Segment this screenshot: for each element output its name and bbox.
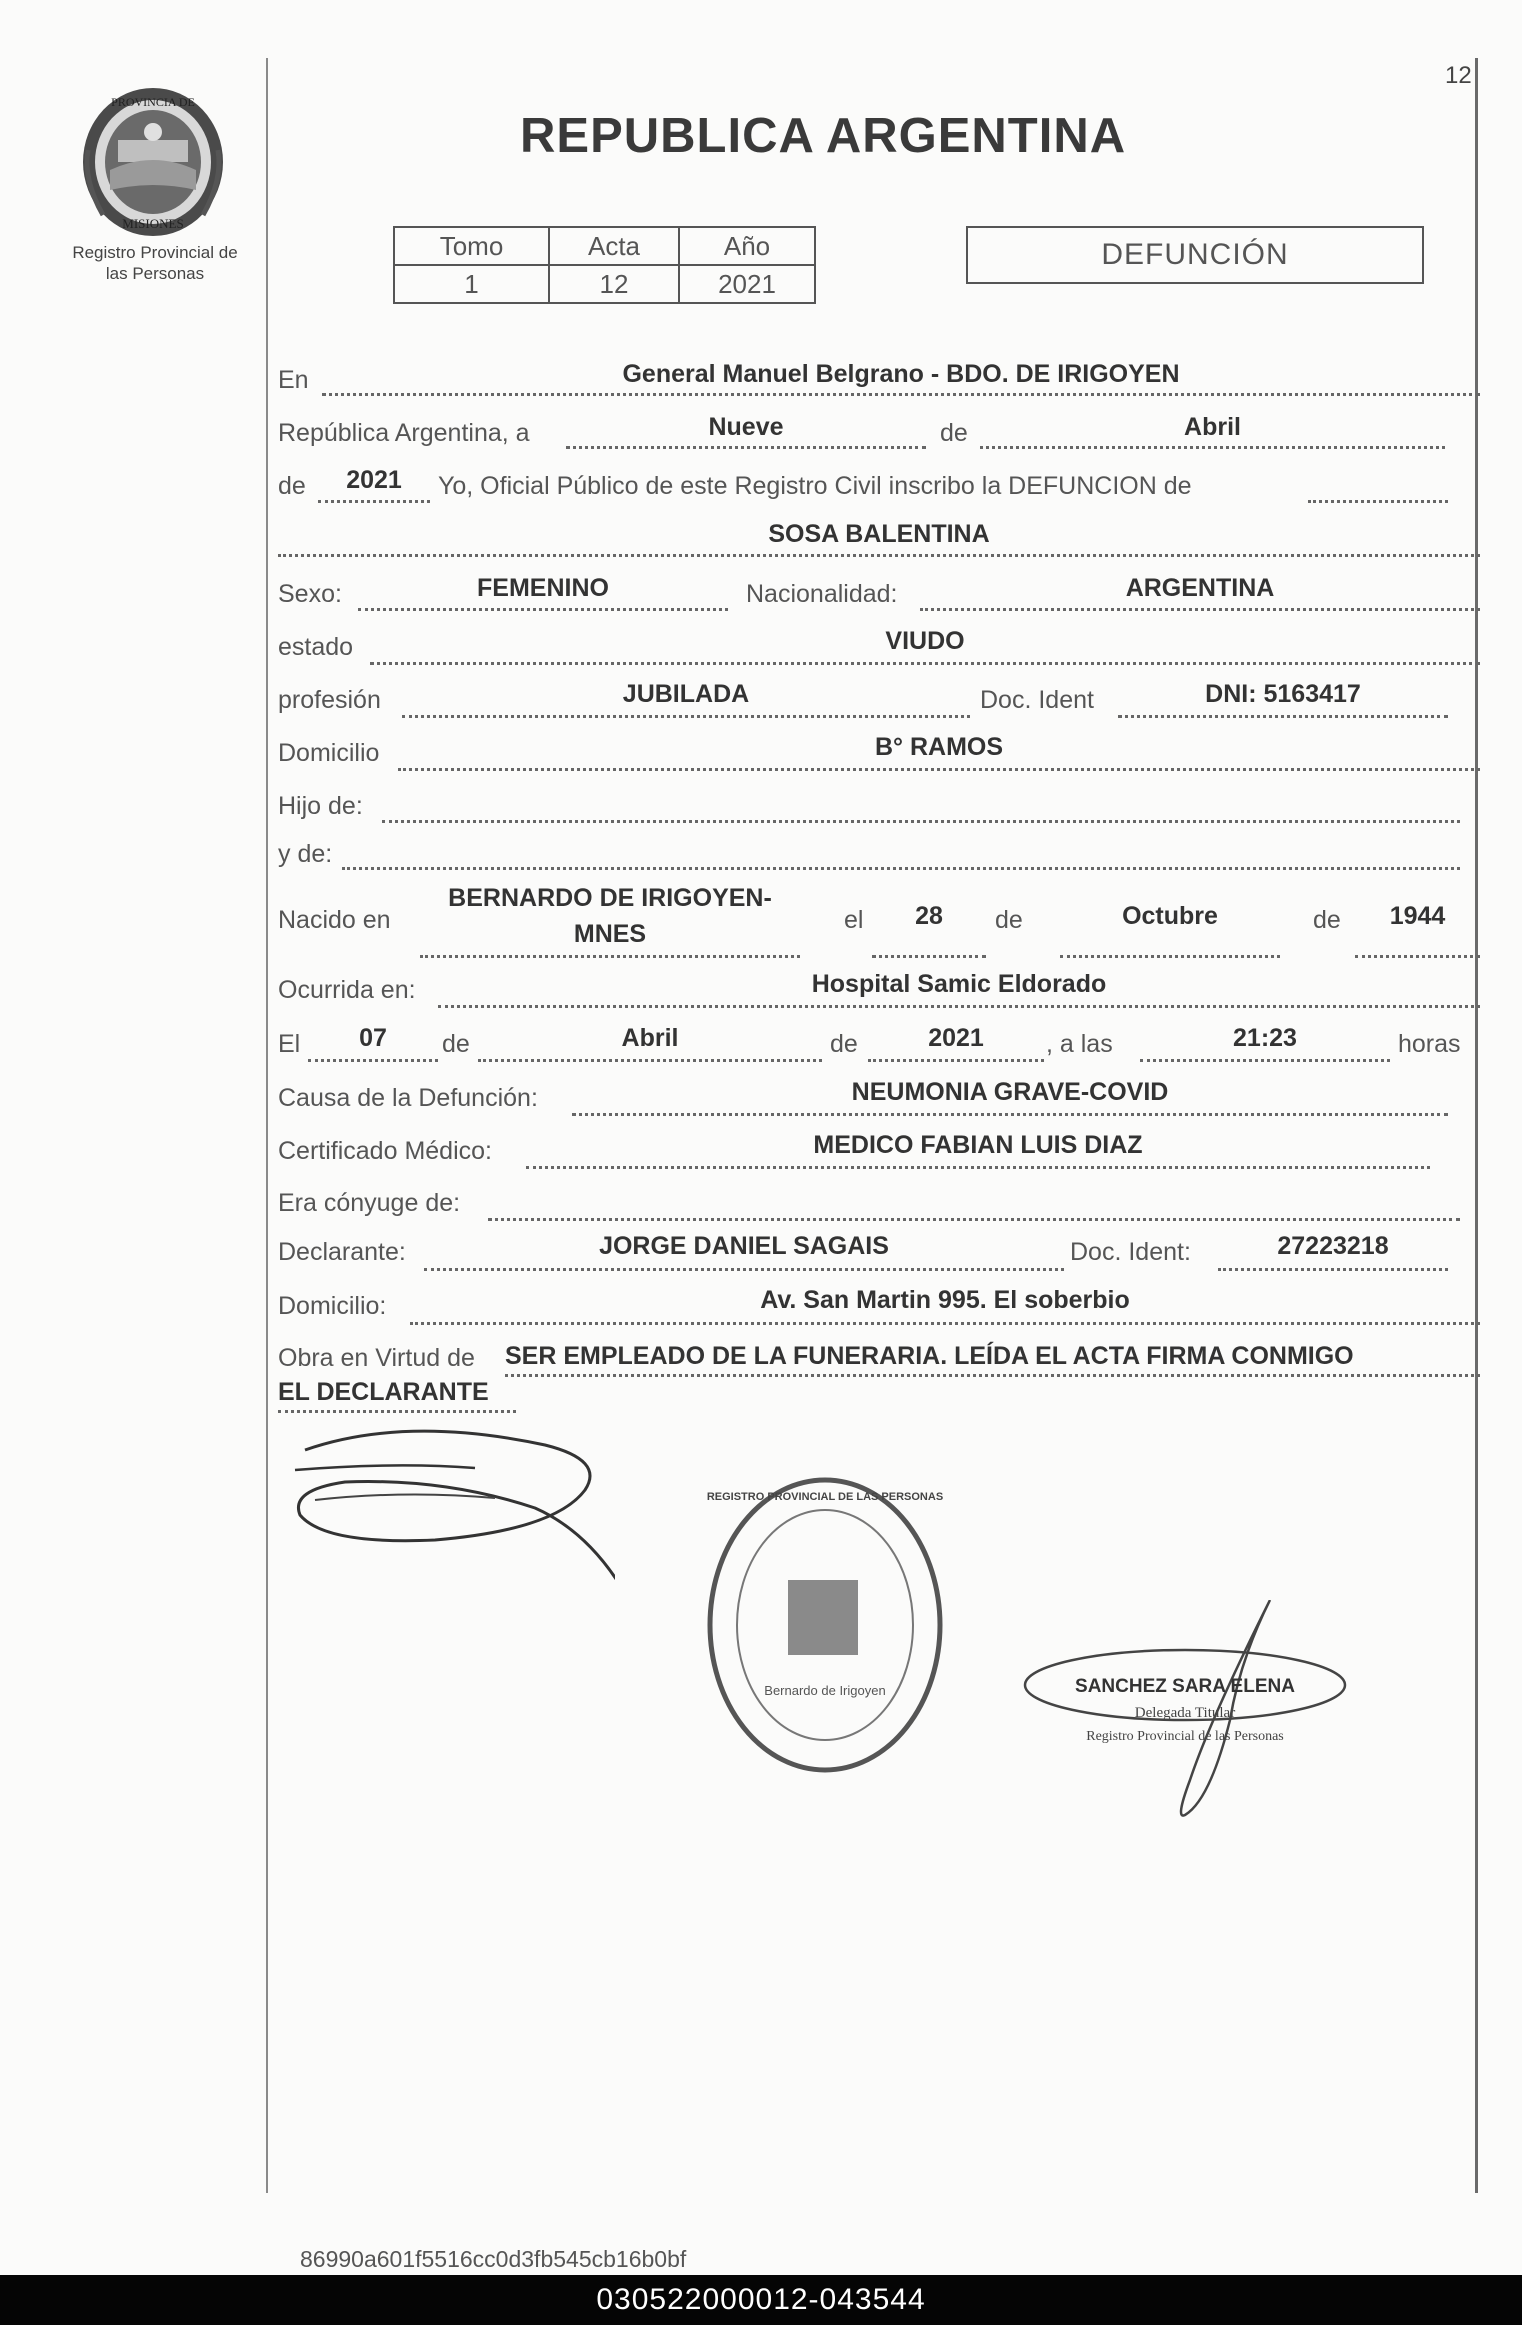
profesion-line	[402, 715, 970, 718]
official-role: Delegada Titular	[1134, 1705, 1236, 1721]
nacido-value-line1: BERNARDO DE IRIGOYEN-	[448, 884, 772, 912]
death-day-line	[308, 1059, 438, 1062]
domicilio2-value: Av. San Martin 995. El soberbio	[760, 1286, 1130, 1314]
ocurrida-label: Ocurrida en:	[278, 976, 416, 1004]
doc2-label: Doc. Ident:	[1070, 1238, 1191, 1266]
month-text-value: Abril	[1184, 413, 1241, 441]
estado-value: VIUDO	[885, 627, 965, 655]
causa-label: Causa de la Defunción:	[278, 1084, 538, 1112]
year-value: 2021	[346, 466, 402, 494]
death-time-value: 21:23	[1233, 1024, 1297, 1052]
tomo-header: Tomo	[394, 227, 549, 265]
registry-label-line2: las Personas	[105, 264, 205, 283]
year-line	[318, 500, 430, 503]
certificado-line	[526, 1166, 1430, 1169]
obra-line2	[278, 1410, 516, 1413]
register-header-row	[394, 227, 815, 265]
en-label: En	[278, 366, 309, 394]
month-line	[980, 446, 1445, 449]
death-day-value: 07	[359, 1024, 387, 1052]
registry-label-line1: Registro Provincial de	[72, 243, 238, 262]
birth-year-value: 1944	[1389, 902, 1446, 930]
acta-value: 12	[549, 265, 679, 303]
alas-label: , a las	[1046, 1030, 1113, 1058]
obra-label: Obra en Virtud de	[278, 1344, 475, 1372]
register-table	[393, 226, 816, 304]
hijo-label: Hijo de:	[278, 792, 363, 820]
stamp-ring-text: REGISTRO PROVINCIAL DE LAS PERSONAS	[706, 1491, 944, 1503]
domicilio-line	[398, 768, 1480, 771]
obra-value-line2: EL DECLARANTE	[278, 1378, 489, 1406]
register-value-row	[394, 265, 815, 303]
nacido-line	[420, 955, 800, 958]
doc-value: DNI: 5163417	[1205, 680, 1361, 708]
declarante-line	[424, 1268, 1064, 1271]
doc2-value: 27223218	[1277, 1232, 1389, 1260]
de4-label: de	[1313, 906, 1341, 934]
page-number: 12	[1445, 62, 1472, 89]
birth-day-line	[872, 955, 986, 958]
causa-value: NEUMONIA GRAVE-COVID	[851, 1078, 1169, 1106]
birth-year-line	[1355, 955, 1480, 958]
seal-text-bottom: MISIONES	[122, 216, 184, 231]
doc-label: Doc. Ident	[980, 686, 1094, 714]
death-year-line	[868, 1059, 1044, 1062]
place-line	[322, 393, 1480, 396]
el-label: el	[844, 906, 864, 934]
yde-label: y de:	[278, 840, 333, 868]
de-label: de	[940, 419, 968, 447]
nacionalidad-label: Nacionalidad:	[746, 580, 898, 608]
seal-text-top: PROVINCIA DE	[111, 95, 195, 109]
official-round-stamp-icon	[700, 1470, 950, 1780]
declarant-signature-icon	[285, 1420, 615, 1585]
de5-label: de	[442, 1030, 470, 1058]
de6-label: de	[830, 1030, 858, 1058]
page-title: REPUBLICA ARGENTINA	[520, 109, 1127, 163]
domicilio-label: Domicilio	[278, 739, 380, 767]
certificado-label: Certificado Médico:	[278, 1137, 492, 1165]
stamp-inner-text: Bernardo de Irigoyen	[764, 1683, 886, 1698]
conyuge-line	[488, 1218, 1460, 1221]
official-office: Registro Provincial de las Personas	[1086, 1729, 1284, 1744]
de2-label: de	[278, 472, 306, 500]
sexo-label: Sexo:	[278, 580, 342, 608]
estado-line	[370, 662, 1480, 665]
sexo-value: FEMENINO	[477, 574, 609, 602]
yde-line	[342, 867, 1460, 870]
obra-value-line1: SER EMPLEADO DE LA FUNERARIA. LEÍDA EL ACTA FIRMA CONMIGO	[505, 1342, 1354, 1370]
registry-label	[40, 242, 270, 284]
anio-header: Año	[679, 227, 815, 265]
nacionalidad-value: ARGENTINA	[1125, 574, 1275, 602]
deceased-name-line	[278, 554, 1480, 557]
day-text-value: Nueve	[708, 413, 784, 441]
hijo-line	[382, 820, 1460, 823]
horas-label: horas	[1398, 1030, 1461, 1058]
declarante-label: Declarante:	[278, 1238, 406, 1266]
causa-line	[572, 1113, 1448, 1116]
death-time-line	[1140, 1059, 1390, 1062]
birth-month-line	[1060, 955, 1280, 958]
nacido-label: Nacido en	[278, 906, 391, 934]
conyuge-label: Era cónyuge de:	[278, 1189, 461, 1217]
document-hash: 86990a601f5516cc0d3fb545cb16b0bf	[300, 2246, 687, 2272]
de3-label: de	[995, 906, 1023, 934]
left-margin-rule	[266, 58, 268, 2193]
place-value: General Manuel Belgrano - BDO. DE IRIGOYEN	[622, 360, 1180, 388]
barcode-number: 030522000012-043544	[0, 2275, 1522, 2325]
day-line	[566, 446, 926, 449]
official-signature-icon	[1010, 1600, 1350, 1820]
acta-header: Acta	[549, 227, 679, 265]
republica-label: República Argentina, a	[278, 419, 530, 447]
deceased-name-value: SOSA BALENTINA	[768, 520, 990, 548]
obra-line1	[505, 1374, 1480, 1377]
death-month-line	[478, 1059, 822, 1062]
anio-value: 2021	[679, 265, 815, 303]
doc2-line	[1218, 1268, 1448, 1271]
ocurrida-value: Hospital Samic Eldorado	[811, 970, 1107, 998]
tomo-value: 1	[394, 265, 549, 303]
certificado-value: MEDICO FABIAN LUIS DIAZ	[813, 1131, 1143, 1159]
sexo-line	[358, 608, 728, 611]
domicilio2-line	[410, 1322, 1480, 1325]
inscribo-text: Yo, Oficial Público de este Registro Civil inscribo la DEFUNCION de	[438, 472, 1192, 500]
provincia-misiones-seal-icon	[78, 80, 228, 240]
el2-label: El	[278, 1030, 301, 1058]
ocurrida-line	[438, 1005, 1480, 1008]
profesion-value: JUBILADA	[622, 680, 750, 708]
doc-line	[1118, 715, 1448, 718]
act-type-box: DEFUNCIÓN	[966, 226, 1424, 284]
official-name: SANCHEZ SARA ELENA	[1075, 1676, 1295, 1697]
domicilio2-label: Domicilio:	[278, 1292, 387, 1320]
estado-label: estado	[278, 633, 354, 661]
domicilio-value: B° RAMOS	[874, 733, 1004, 761]
birth-month-value: Octubre	[1122, 902, 1218, 930]
death-month-value: Abril	[621, 1024, 679, 1052]
nacido-value-line2: MNES	[573, 920, 647, 948]
birth-day-value: 28	[915, 902, 943, 930]
profesion-label: profesión	[278, 686, 381, 714]
nacionalidad-line	[920, 608, 1480, 611]
death-year-value: 2021	[928, 1024, 984, 1052]
inscribo-tail-line	[1308, 500, 1448, 503]
declarante-value: JORGE DANIEL SAGAIS	[599, 1232, 889, 1260]
